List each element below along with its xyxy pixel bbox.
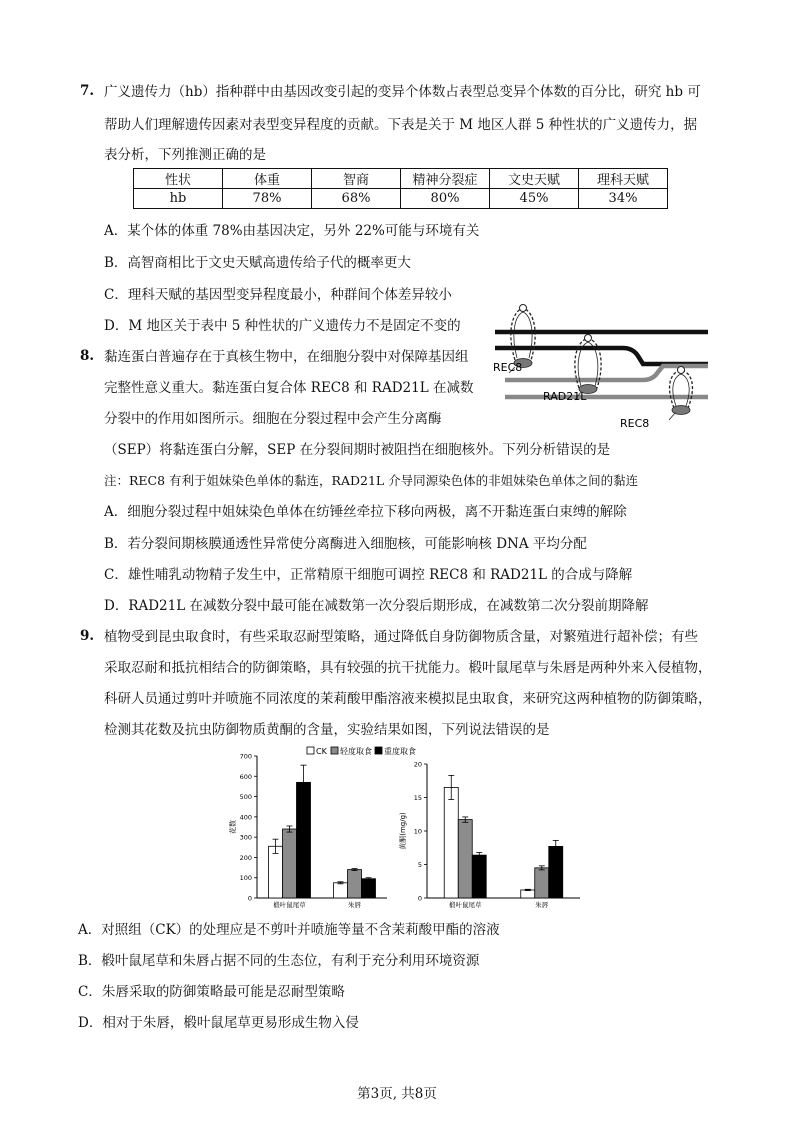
table-cell: 45% bbox=[490, 189, 579, 209]
bar bbox=[283, 829, 297, 898]
bar bbox=[521, 890, 535, 898]
legend-swatch bbox=[375, 747, 382, 754]
q8-stem-line-1: 黏连蛋白普遍存在于真核生物中，在细胞分裂中对保障基因组 bbox=[104, 349, 469, 365]
y-tick-label: 15 bbox=[413, 794, 422, 802]
q8-stem-line-4: （SEP）将黏连蛋白分解，SEP 在分裂间期时被阻挡在细胞核外。下列分析错误的是 bbox=[104, 442, 611, 458]
q9-stem-line-3: 科研人员通过剪叶并喷施不同浓度的茉莉酸甲酯溶液来模拟昆虫取食，来研究这两种植物的防御策略， bbox=[104, 691, 712, 707]
y-tick-label: 500 bbox=[239, 793, 252, 802]
y-tick-label: 600 bbox=[239, 772, 252, 781]
y-tick-label: 100 bbox=[239, 874, 252, 883]
legend-label: 轻度取食 bbox=[340, 747, 372, 756]
y-tick-label: 20 bbox=[413, 760, 422, 769]
category-label: 椴叶鼠尾草 bbox=[273, 901, 306, 909]
table-cell: 智商 bbox=[312, 169, 401, 189]
q8-option-b: B．若分裂间期核膜通透性异常使分离酶进入细胞核，可能影响核 DNA 平均分配 bbox=[104, 536, 587, 552]
category-label: 椴叶鼠尾草 bbox=[449, 901, 482, 909]
table-cell: 68% bbox=[312, 189, 401, 209]
bar bbox=[348, 870, 362, 898]
q7-number: 7. bbox=[80, 83, 95, 99]
table-cell: 80% bbox=[401, 189, 490, 209]
cohesin-ring-rad21l bbox=[575, 335, 601, 394]
label-rec8-bottom: REC8 bbox=[620, 417, 650, 430]
q9-number: 9. bbox=[80, 628, 95, 644]
label-rec8-top: REC8 bbox=[493, 361, 523, 374]
q9-option-c: C．朱唇采取的防御策略最可能是忍耐型策略 bbox=[78, 984, 345, 1000]
q8-note: 注：REC8 有利于姐妹染色单体的黏连，RAD21L 介导同源染色体的非姐妹染色单体之间的黏连 bbox=[104, 473, 639, 488]
table-cell: 34% bbox=[579, 189, 668, 209]
table-cell: 文史天赋 bbox=[490, 169, 579, 189]
bar bbox=[362, 879, 376, 898]
y-tick-label: 5 bbox=[417, 861, 422, 869]
q8-stem-line-2: 完整性意义重大。黏连蛋白复合体 REC8 和 RAD21L 在减数 bbox=[104, 380, 474, 396]
bar bbox=[458, 820, 472, 898]
table-cell: 78% bbox=[223, 189, 312, 209]
legend-swatch bbox=[331, 747, 338, 754]
y-tick-label: 200 bbox=[239, 853, 252, 862]
q7-option-b: B．高智商相比于文史天赋高遗传给子代的概率更大 bbox=[104, 255, 411, 271]
category-label: 朱唇 bbox=[348, 901, 361, 909]
q7-option-a: A．某个体的体重 78%由基因决定，另外 22%可能与环境有关 bbox=[104, 223, 480, 239]
cohesin-ring-rec8-top bbox=[511, 305, 535, 368]
legend-label: 重度取食 bbox=[384, 747, 416, 756]
table-cell: 性状 bbox=[134, 169, 223, 189]
q7-option-c: C．理科天赋的基因型变异程度最小，种群间个体差异较小 bbox=[104, 287, 452, 303]
hb-table-header-row bbox=[134, 169, 668, 189]
q9-stem-line-1: 植物受到昆虫取食时，有些采取忍耐型策略，通过降低自身防御物质含量，对繁殖进行超补偿；有些 bbox=[104, 629, 698, 645]
y-axis-label: 花数 bbox=[229, 820, 237, 834]
cohesin-diagram bbox=[493, 300, 718, 435]
y-tick-label: 700 bbox=[239, 752, 252, 761]
bar bbox=[549, 846, 563, 898]
bar bbox=[535, 868, 549, 898]
y-tick-label: 0 bbox=[417, 894, 422, 903]
q8-number: 8. bbox=[80, 348, 95, 364]
q9-option-b: B．椴叶鼠尾草和朱唇占据不同的生态位，有利于充分利用环境资源 bbox=[78, 953, 480, 969]
q7-stem-line-2: 帮助人们理解遗传因素对表型变异程度的贡献。下表是关于 M 地区人群 5 种性状的广义遗传力，据 bbox=[104, 117, 698, 133]
y-tick-label: 10 bbox=[413, 827, 422, 836]
q8-option-a: A．细胞分裂过程中姐妹染色单体在纺锤丝牵拉下移向两极，离不开黏连蛋白束缚的解除 bbox=[104, 504, 627, 520]
bar bbox=[334, 883, 348, 898]
y-tick-label: 300 bbox=[239, 833, 252, 842]
q8-option-c: C．雄性哺乳动物精子发生中，正常精原干细胞可调控 REC8 和 RAD21L 的合成与降解 bbox=[104, 567, 633, 583]
experiment-charts bbox=[225, 742, 595, 914]
category-label: 朱唇 bbox=[535, 901, 549, 909]
flower-count-chart bbox=[228, 753, 387, 910]
label-rad21l: RAD21L bbox=[543, 390, 587, 403]
table-cell: hb bbox=[134, 189, 223, 209]
q9-stem-line-2: 采取忍耐和抵抗相结合的防御策略，具有较强的抗干扰能力。椴叶鼠尾草与朱唇是两种外来入侵植物， bbox=[104, 660, 712, 676]
bar bbox=[444, 787, 458, 898]
bar bbox=[472, 855, 486, 898]
y-axis-label: 黄酮(mg/g) bbox=[399, 812, 407, 850]
y-tick-label: 0 bbox=[247, 894, 252, 903]
legend-label: CK bbox=[316, 747, 327, 756]
q8-option-d: D．RAD21L 在减数分裂中最可能在减数第一次分裂后期形成，在减数第二次分裂前期降解 bbox=[104, 598, 649, 614]
y-tick-label: 400 bbox=[239, 813, 252, 822]
flavonoid-chart bbox=[398, 761, 580, 910]
hb-table bbox=[133, 168, 668, 209]
chart-legend bbox=[307, 746, 416, 756]
q7-option-d: D．M 地区关于表中 5 种性状的广义遗传力不是固定不变的 bbox=[104, 318, 461, 334]
page-footer: 第3页, 共8页 bbox=[357, 1086, 437, 1102]
q8-stem-line-3: 分裂中的作用如图所示。细胞在分裂过程中会产生分离酶 bbox=[104, 411, 442, 427]
table-cell: 体重 bbox=[223, 169, 312, 189]
q9-option-d: D．相对于朱唇，椴叶鼠尾草更易形成生物入侵 bbox=[78, 1015, 359, 1031]
table-cell: 精神分裂症 bbox=[401, 169, 490, 189]
table-cell: 理科天赋 bbox=[579, 169, 668, 189]
bar bbox=[269, 846, 283, 898]
q7-stem-line-3: 表分析，下列推测正确的是 bbox=[104, 147, 266, 163]
q7-stem-line-1: 广义遗传力（hb）指种群中由基因改变引起的变异个体数占表型总变异个体数的百分比，研究 hb 可 bbox=[104, 84, 701, 100]
cohesin-ring-rec8-bottom bbox=[670, 367, 693, 415]
q9-option-a: A．对照组（CK）的处理应是不剪叶并喷施等量不含茉莉酸甲酯的溶液 bbox=[78, 922, 500, 938]
legend-swatch bbox=[307, 747, 314, 754]
hb-table-value-row bbox=[134, 189, 668, 209]
q9-stem-line-4: 检测其花数及抗虫防御物质黄酮的含量，实验结果如图，下列说法错误的是 bbox=[104, 722, 550, 738]
